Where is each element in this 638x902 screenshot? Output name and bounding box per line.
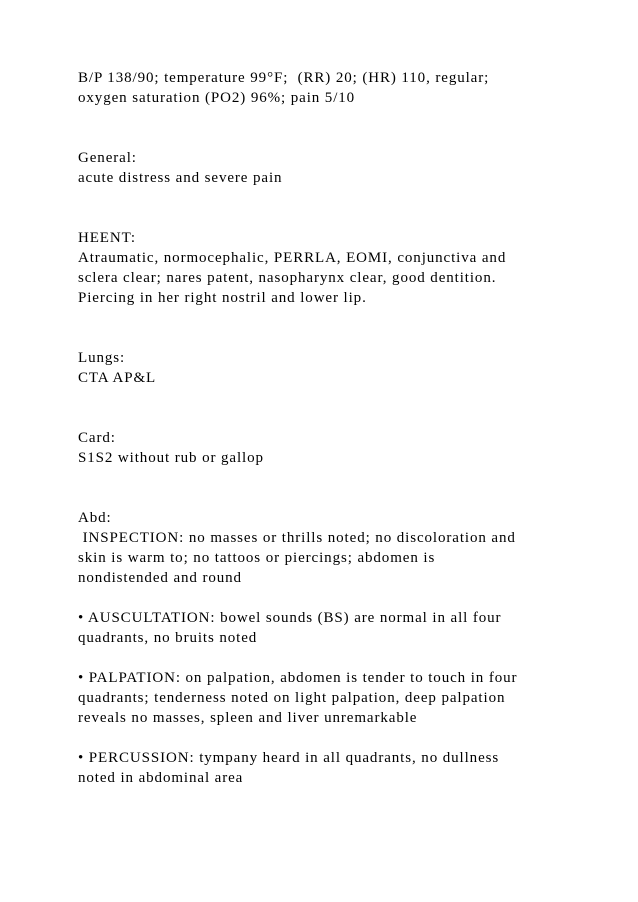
vitals-line: B/P 138/90; temperature 99°F; (RR) 20; (HR) 110, regular; xyxy=(78,70,490,86)
section-text: Piercing in her right nostril and lower lip. xyxy=(78,290,367,306)
auscultation-paragraph xyxy=(78,608,618,648)
section-heading: General: xyxy=(78,150,137,166)
lungs-section xyxy=(78,348,618,388)
card-section xyxy=(78,428,618,468)
section-text: reveals no masses, spleen and liver unremarkable xyxy=(78,710,418,726)
section-text: sclera clear; nares patent, nasopharynx clear, good dentition. xyxy=(78,270,497,286)
section-text: INSPECTION: no masses or thrills noted; no discoloration and xyxy=(78,530,516,546)
palpation-paragraph xyxy=(78,668,618,728)
inspection-paragraph xyxy=(78,528,618,588)
section-heading: HEENT: xyxy=(78,230,136,246)
heent-section xyxy=(78,228,618,308)
section-text: quadrants; tenderness noted on light palpation, deep palpation xyxy=(78,690,506,706)
general-section xyxy=(78,148,618,188)
section-text: skin is warm to; no tattoos or piercings; abdomen is xyxy=(78,550,436,566)
section-text: Atraumatic, normocephalic, PERRLA, EOMI, conjunctiva and xyxy=(78,250,507,266)
exam-notes xyxy=(78,68,618,788)
section-text: • AUSCULTATION: bowel sounds (BS) are normal in all four xyxy=(78,610,502,626)
section-heading: Lungs: xyxy=(78,350,126,366)
abd-section xyxy=(78,508,618,788)
section-text: CTA AP&L xyxy=(78,370,157,386)
percussion-paragraph xyxy=(78,748,618,788)
vitals-line: oxygen saturation (PO2) 96%; pain 5/10 xyxy=(78,90,356,106)
section-text: quadrants, no bruits noted xyxy=(78,630,258,646)
section-heading: Abd: xyxy=(78,510,112,526)
section-text: S1S2 without rub or gallop xyxy=(78,450,264,466)
section-text: • PERCUSSION: tympany heard in all quadrants, no dullness xyxy=(78,750,500,766)
section-text: • PALPATION: on palpation, abdomen is tender to touch in four xyxy=(78,670,518,686)
section-text: acute distress and severe pain xyxy=(78,170,283,186)
section-heading: Card: xyxy=(78,430,116,446)
vitals-section xyxy=(78,68,618,108)
section-text: nondistended and round xyxy=(78,570,242,586)
section-text: noted in abdominal area xyxy=(78,770,244,786)
